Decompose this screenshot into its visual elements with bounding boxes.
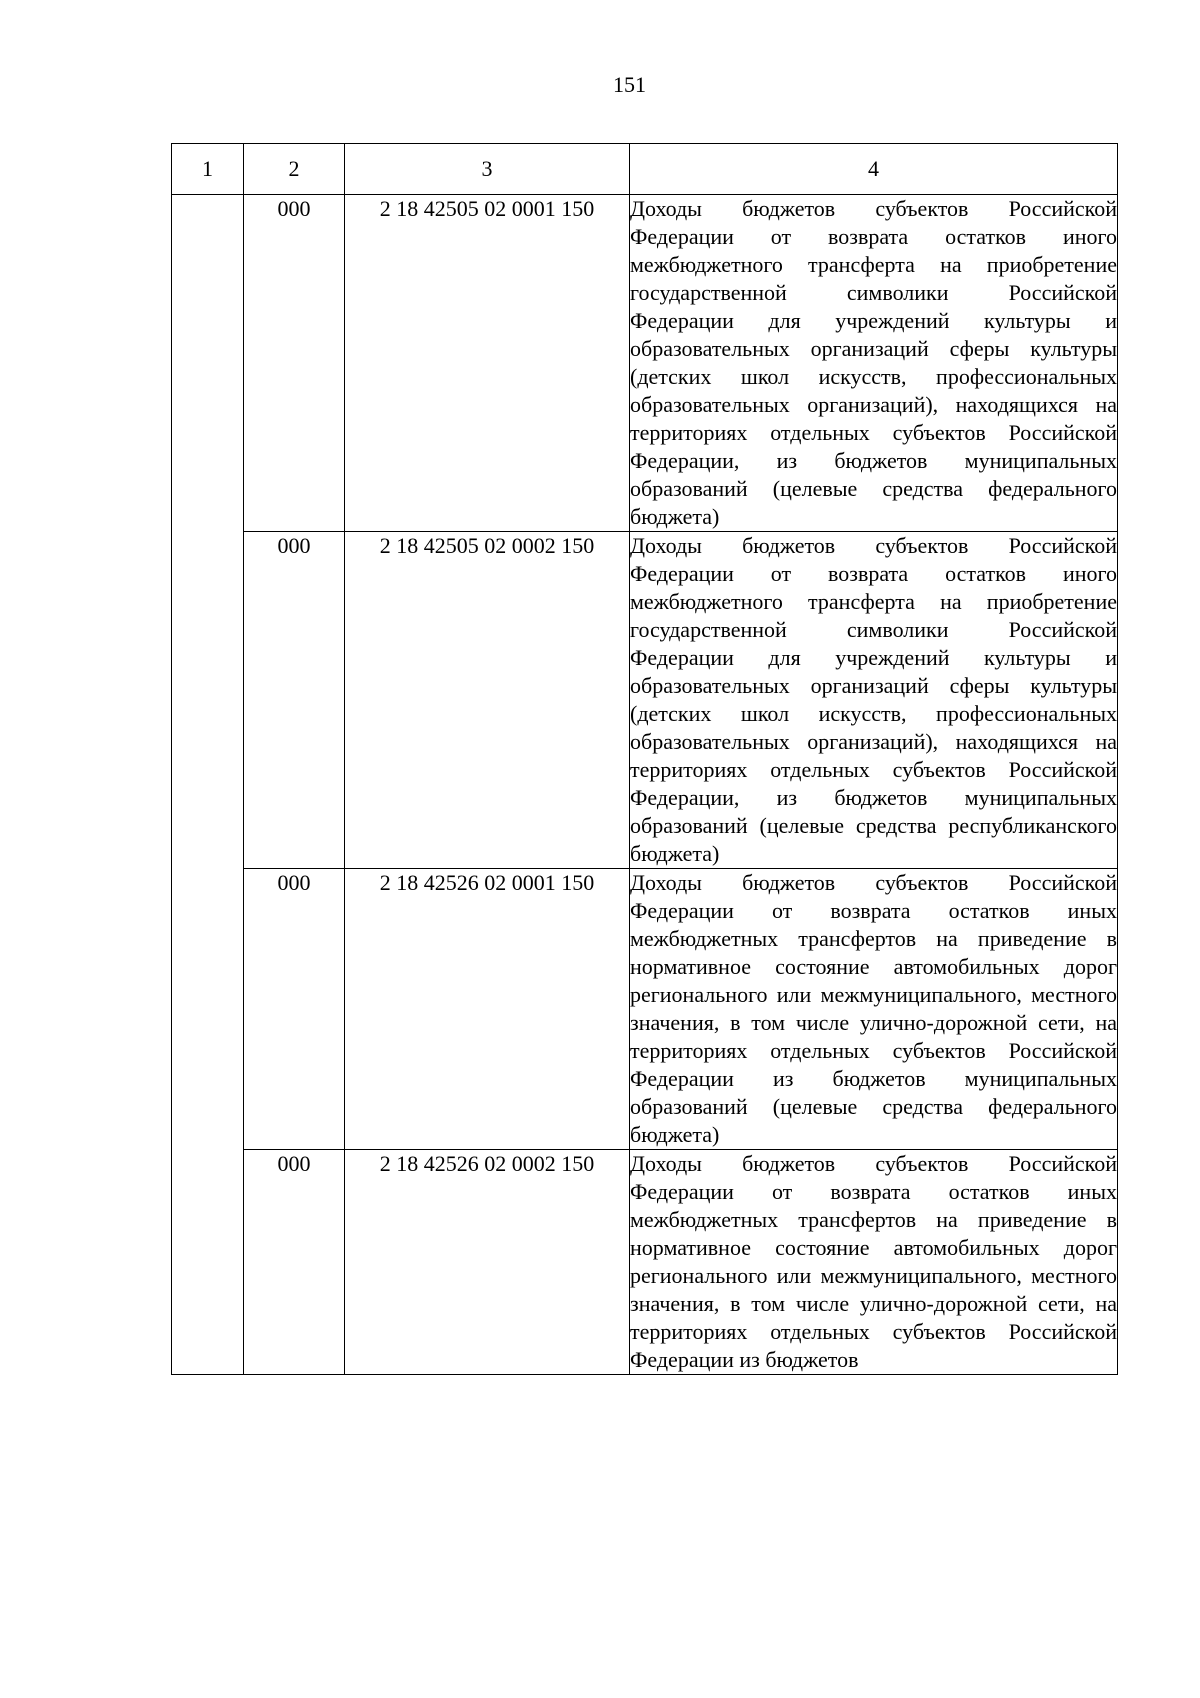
page-number: 151 xyxy=(613,72,646,97)
empty-number-cell xyxy=(172,195,244,1375)
description-cell: Доходы бюджетов субъектов Российской Федерации от возврата остатков иного межбюджетного трансферта на приобретение государственной символики Российской Федерации для учреждений культуры и образовательных организаций сферы культуры (детских школ искусств, профессиональных образовательных организаций), находящихся на территориях отдельных субъектов Российской Федерации, из бюджетов муниципальных образований (целевые средства республиканского бюджета) xyxy=(630,532,1118,869)
admin-code-cell: 000 xyxy=(244,532,345,869)
admin-code-cell: 000 xyxy=(244,195,345,532)
table-row xyxy=(172,1150,1118,1375)
header-col-4: 4 xyxy=(630,144,1118,195)
header-col-2: 2 xyxy=(244,144,345,195)
table-row xyxy=(172,195,1118,532)
header-col-3: 3 xyxy=(345,144,630,195)
table-header-row xyxy=(172,144,1118,195)
budget-code-cell: 2 18 42526 02 0001 150 xyxy=(345,869,630,1150)
description-cell: Доходы бюджетов субъектов Российской Федерации от возврата остатков иных межбюджетных трансфертов на приведение в нормативное состояние автомобильных дорог регионального или межмуниципального, местного значения, в том числе улично-дорожной сети, на территориях отдельных субъектов Российской Федерации из бюджетов муниципальных образований (целевые средства федерального бюджета) xyxy=(630,869,1118,1150)
table-row xyxy=(172,869,1118,1150)
admin-code-cell: 000 xyxy=(244,869,345,1150)
description-cell: Доходы бюджетов субъектов Российской Федерации от возврата остатков иного межбюджетного трансферта на приобретение государственной символики Российской Федерации для учреждений культуры и образовательных организаций сферы культуры (детских школ искусств, профессиональных образовательных организаций), находящихся на территориях отдельных субъектов Российской Федерации, из бюджетов муниципальных образований (целевые средства федерального бюджета) xyxy=(630,195,1118,532)
table-row xyxy=(172,532,1118,869)
budget-code-cell: 2 18 42526 02 0002 150 xyxy=(345,1150,630,1375)
budget-classification-table xyxy=(171,143,1118,1375)
budget-code-cell: 2 18 42505 02 0001 150 xyxy=(345,195,630,532)
description-cell: Доходы бюджетов субъектов Российской Федерации от возврата остатков иных межбюджетных трансфертов на приведение в нормативное состояние автомобильных дорог регионального или межмуниципального, местного значения, в том числе улично-дорожной сети, на территориях отдельных субъектов Российской Федерации из бюджетов xyxy=(630,1150,1118,1375)
budget-code-cell: 2 18 42505 02 0002 150 xyxy=(345,532,630,869)
header-col-1: 1 xyxy=(172,144,244,195)
admin-code-cell: 000 xyxy=(244,1150,345,1375)
